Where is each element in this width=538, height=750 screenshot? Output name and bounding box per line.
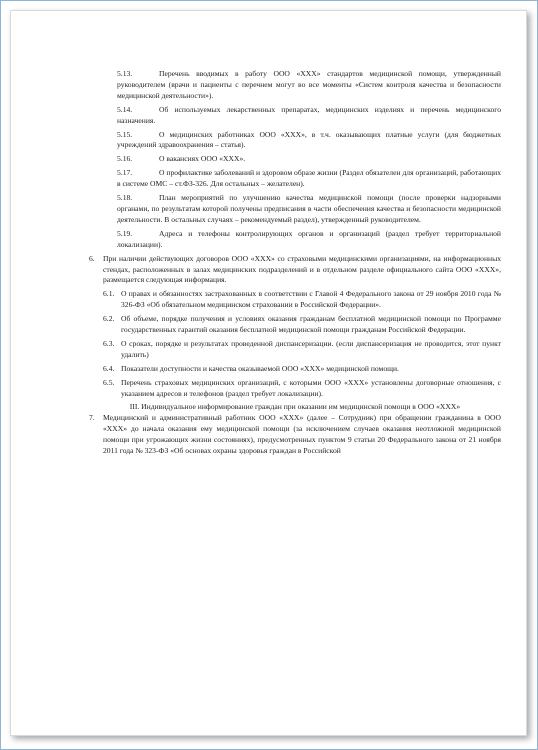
section-heading: III. Индивидуальное информирование граждан при оказании им медицинской помощи в ООО «ХХХ» [129,402,461,412]
item-text: Об объеме, порядке получения и условиях оказания гражданам бесплатной медицинской помощи по Программе государственных гарантий оказания бесплатной медицинской помощи гражданам Российской Федерации. [121,314,501,335]
item-text: План мероприятий по улучшению качества медицинской помощи (после проверки надзорными органами, по результатам которой получены предписания в части обеспечения качества и безопасности медицинской деятельности. В остальных случаях – рекомендуемый раздел), утвержденный руководителем. [117,193,501,224]
item-text: О вакансиях ООО «ХХХ». [159,154,246,164]
list-item [89,254,501,287]
document-content [89,69,501,460]
list-item [89,339,501,361]
list-item [89,168,501,190]
list-item [89,314,501,336]
list-item [89,130,501,152]
item-number: 5.19. [117,228,133,238]
item-number: 5.16. [117,154,133,164]
item-number: 6.2. [103,314,115,324]
item-number: 5.14. [117,104,133,114]
item-number: 6.3. [103,338,115,348]
item-number: 7. [89,413,95,423]
document-page [10,10,527,736]
item-text: О правах и обязанностях застрахованных в соответствии с Главой 4 Федерального закона от 29 ноября 2010 года № 326-ФЗ «Об обязательном медицинском страховании в Российской Федерации». [121,289,501,310]
item-text: О медицинских работниках ООО «ХХХ», в т.ч. оказывающих платные услуги (для бюджетных учреждений здравоохранения – статья). [117,129,501,150]
list-item [89,193,501,226]
item-number: 5.15. [117,129,133,139]
list-item [89,413,501,457]
item-text: Перечень страховых медицинских организаций, с которыми ООО «ХХХ» установлены договорные отношения, с указанием адресов и телефонов (раздел требует локализации). [121,377,501,398]
item-text: При наличии действующих договоров ООО «ХХХ» со страховыми медицинскими организациями, на информационных стендах, расположенных в залах медицинских подразделений и в отдельном разделе официального сайта ООО «ХХХ», размещается следующая информация. [103,253,501,285]
item-text: Об используемых лекарственных препаратах, медицинских изделиях и перечень медицинского назначения. [117,104,501,125]
list-item [89,364,501,375]
item-text: Адреса и телефоны контролирующих органов и организаций (раздел требует территориальной локализации). [117,228,501,249]
list-item [89,229,501,251]
item-number: 5.13. [117,69,133,78]
item-number: 6.4. [103,363,115,373]
list-item [89,154,501,165]
item-number: 5.18. [117,193,133,203]
item-text: О сроках, порядке и результатах проведенной диспансеризации. (если диспансеризация не проводится, этот пункт удалить) [121,338,501,359]
item-number: 6. [89,253,95,263]
list-item [89,378,501,400]
item-text: О профилактике заболеваний и здоровом образе жизни (Раздел обязателен для организаций, работающих в системе ОМС – ст.ФЗ-326. Для остальных – желателен). [117,168,501,189]
list-item [89,105,501,127]
list-item [89,69,501,102]
item-text: Медицинский и административный работник ООО «ХХХ» (далее – Сотрудник) при обращении гражданина в ООО «ХХХ» до начала оказания ему медицинской помощи (за исключением случаев оказания неотложной медицинской помощи при угрожающих жизни состояниях), предусмотренных пунктом 9 статьи 20 Федерального закона от 21 ноября 2011 года № 323-ФЗ «Об основах охраны здоровья граждан в Российской [103,413,501,456]
list-item [89,289,501,311]
item-number: 6.5. [103,377,115,387]
item-number: 5.17. [117,168,133,178]
item-text: Показатели доступности и качества оказываемой ООО «ХХХ» медицинской помощи. [121,363,399,373]
item-number: 6.1. [103,289,115,299]
item-text: Перечень вводимых в работу ООО «ХХХ» стандартов медицинской помощи, утвержденный руководителем (врачи и пациенты с перечнем могут во все моменты «Систем контроля качества и безопасности медицинской деятельности»). [117,69,501,100]
